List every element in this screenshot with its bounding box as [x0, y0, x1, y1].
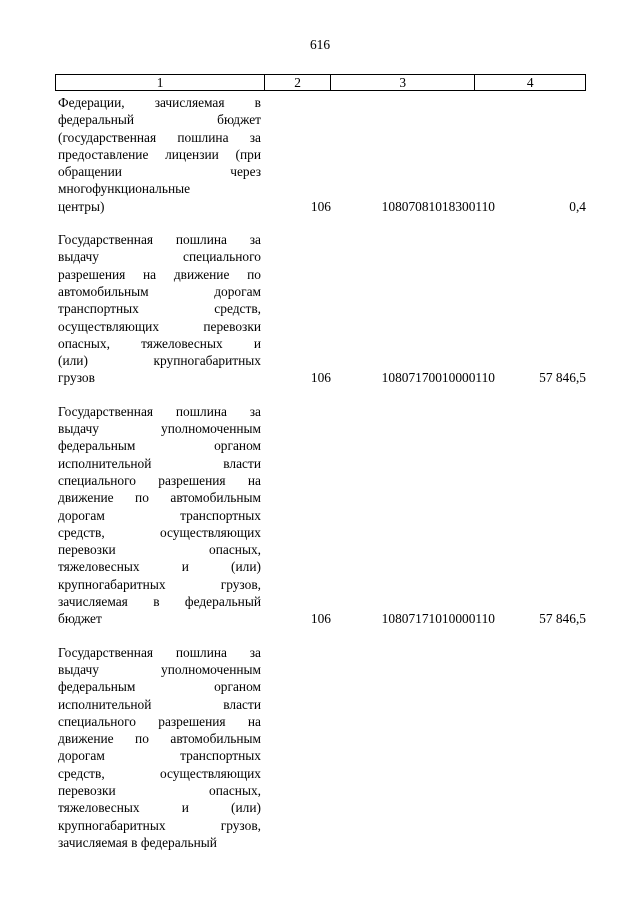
description-line: разрешения на движение по: [58, 266, 261, 282]
row-kbk-code: 10807170010000110: [381, 370, 495, 386]
table-row: [55, 94, 586, 215]
row-kbk-code: 10807171010000110: [381, 611, 495, 627]
description-line: дорогам транспортных: [58, 748, 261, 764]
description-line: транспортных средств,: [58, 301, 261, 317]
description-line: (государственная пошлина за: [58, 129, 261, 145]
description-line: специального разрешения на: [58, 713, 261, 729]
row-description: [55, 94, 261, 215]
table-row: [55, 231, 586, 387]
description-line: исполнительной власти: [58, 696, 261, 712]
row-description: [55, 644, 261, 852]
description-line: тяжеловесных и (или): [58, 559, 261, 575]
description-line: зачисляемая в федеральный: [58, 594, 261, 610]
table-row: [55, 644, 586, 852]
description-line: обращении через: [58, 164, 261, 180]
description-line: многофункциональные: [58, 181, 191, 197]
description-line: федеральный бюджет: [58, 112, 261, 128]
description-line: центры): [58, 198, 105, 214]
description-line: зачисляемая в федеральный: [58, 834, 217, 850]
description-line: выдачу уполномоченным: [58, 421, 261, 437]
description-line: средств, осуществляющих: [58, 524, 261, 540]
description-line: Федерации, зачисляемая в: [58, 95, 261, 110]
description-line: специального разрешения на: [58, 472, 261, 488]
description-line: движение по автомобильным: [58, 490, 261, 506]
row-amount: 0,4: [569, 198, 586, 214]
description-line: федеральным органом: [58, 438, 261, 454]
description-line: перевозки опасных,: [58, 782, 261, 798]
description-line: исполнительной власти: [58, 455, 261, 471]
header-col-4: 4: [526, 75, 534, 90]
description-line: выдачу специального: [58, 249, 261, 265]
description-line: Государственная пошлина за: [58, 232, 261, 248]
header-col-3: 3: [331, 75, 475, 90]
row-admin-code: 106: [310, 611, 331, 627]
description-line: (или) крупногабаритных: [58, 353, 261, 369]
description-line: тяжеловесных и (или): [58, 800, 261, 816]
row-kbk-code: 10807081018300110: [381, 198, 495, 214]
row-admin-code: 106: [310, 370, 331, 386]
description-line: перевозки опасных,: [58, 542, 261, 558]
row-description: [55, 403, 261, 628]
description-line: предоставление лицензии (при: [58, 146, 261, 162]
description-line: выдачу уполномоченным: [58, 661, 261, 677]
header-col-1: 1: [56, 75, 265, 90]
description-line: крупногабаритных грузов,: [58, 576, 261, 592]
page-number: 616: [309, 37, 331, 52]
table-body: [55, 94, 586, 867]
row-amount: 57 846,5: [539, 370, 586, 386]
description-line: федеральным органом: [58, 679, 261, 695]
description-line: средств, осуществляющих: [58, 765, 261, 781]
row-admin-code: 106: [310, 198, 331, 214]
description-line: бюджет: [58, 611, 102, 627]
description-line: опасных, тяжеловесных и: [58, 335, 261, 351]
description-line: грузов: [58, 370, 95, 386]
description-line: движение по автомобильным: [58, 731, 261, 747]
description-line: дорогам транспортных: [58, 507, 261, 523]
row-amount: 57 846,5: [539, 611, 586, 627]
table-row: [55, 403, 586, 628]
description-line: Государственная пошлина за: [58, 403, 261, 419]
table-header: [55, 74, 586, 91]
header-col-2: 2: [265, 75, 331, 90]
description-line: Государственная пошлина за: [58, 644, 261, 660]
description-line: автомобильным дорогам: [58, 283, 261, 299]
description-line: крупногабаритных грузов,: [58, 817, 261, 833]
row-description: [55, 231, 261, 387]
description-line: осуществляющих перевозки: [58, 318, 261, 334]
